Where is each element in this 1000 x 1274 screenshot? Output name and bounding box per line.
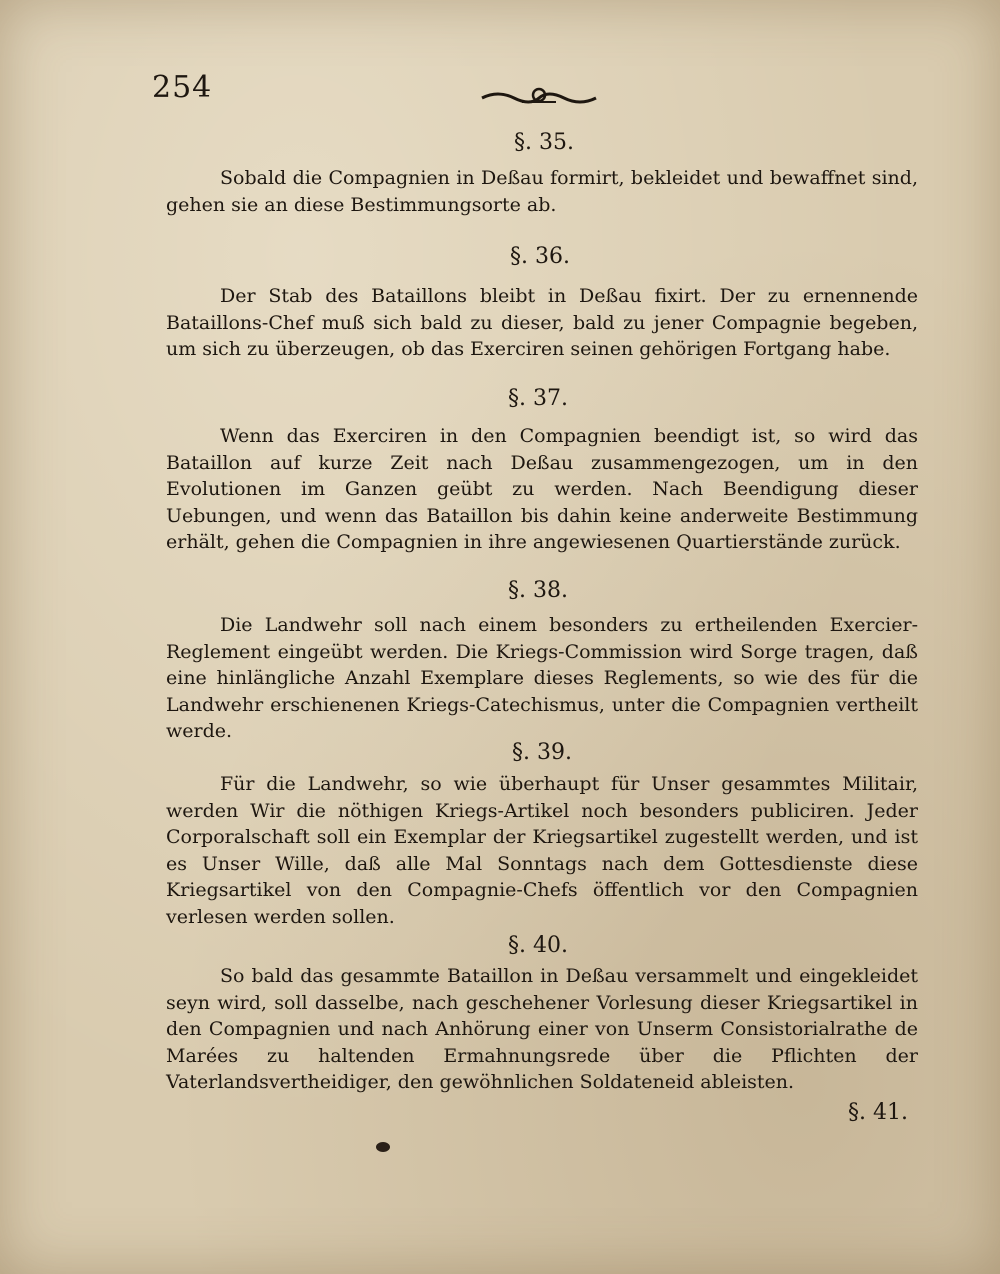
- catchword: §. 41.: [848, 1100, 908, 1125]
- section-heading-36: §. 36.: [510, 244, 570, 269]
- section-heading-35: §. 35.: [514, 130, 574, 155]
- section-text-36: Der Stab des Bataillons bleibt in Deßau fixirt. Der zu ernennende Bataillons-Chef muß sich bald zu dieser, bald zu jener Compagnie begeben, um sich zu überzeugen, ob das Exerciren seinen gehörigen Fortgang habe.: [166, 285, 918, 360]
- section-heading-37: §. 37.: [508, 386, 568, 411]
- section-heading-40: §. 40.: [508, 933, 568, 958]
- section-text-35: Sobald die Compagnien in Deßau formirt, bekleidet und bewaffnet sind, gehen sie an diese Bestimmungsorte ab.: [166, 167, 918, 216]
- ink-smudge: [376, 1142, 390, 1152]
- header-ornament: [478, 84, 600, 106]
- section-heading-38: §. 38.: [508, 578, 568, 603]
- section-text-40: So bald das gesammte Bataillon in Deßau versammelt und eingekleidet seyn wird, soll dasselbe, nach geschehener Vorlesung dieser Kriegsartikel in den Compagnien und nach Anhörung einer von Unserm Consistorialrathe de Marées zu haltenden Ermahnungsrede über die Pflichten der Vaterlandsvertheidiger, den gewöhnlichen Soldateneid ableisten.: [166, 965, 918, 1093]
- page-number: 254: [152, 70, 213, 105]
- section-text-37: Wenn das Exerciren in den Compagnien beendigt ist, so wird das Bataillon auf kurze Zeit nach Deßau zusammengezogen, um in den Evolutionen im Ganzen geübt zu werden. Nach Beendigung dieser Uebungen, und wenn das Bataillon bis dahin keine anderweite Bestimmung erhält, gehen die Compagnien in ihre angewiesenen Quartierstände zurück.: [166, 425, 918, 553]
- section-text-38: Die Landwehr soll nach einem besonders zu ertheilenden Exercier-Reglement eingeübt werden. Die Kriegs-Commission wird Sorge tragen, daß eine hinlängliche Anzahl Exemplare dieses Reglements, so wie des für die Landwehr erschienenen Kriegs-Catechismus, unter die Compagnien vertheilt werde.: [166, 614, 918, 742]
- section-text-39: Für die Landwehr, so wie überhaupt für Unser gesammtes Militair, werden Wir die nöthigen Kriegs-Artikel noch besonders publiciren. Jeder Corporalschaft soll ein Exemplar der Kriegsartikel zugestellt werden, und ist es Unser Wille, daß alle Mal Sonntags nach dem Gottesdienste diese Kriegsartikel von den Compagnie-Chefs öffentlich vor den Compagnien verlesen werden sollen.: [166, 773, 918, 928]
- section-heading-39: §. 39.: [512, 740, 572, 765]
